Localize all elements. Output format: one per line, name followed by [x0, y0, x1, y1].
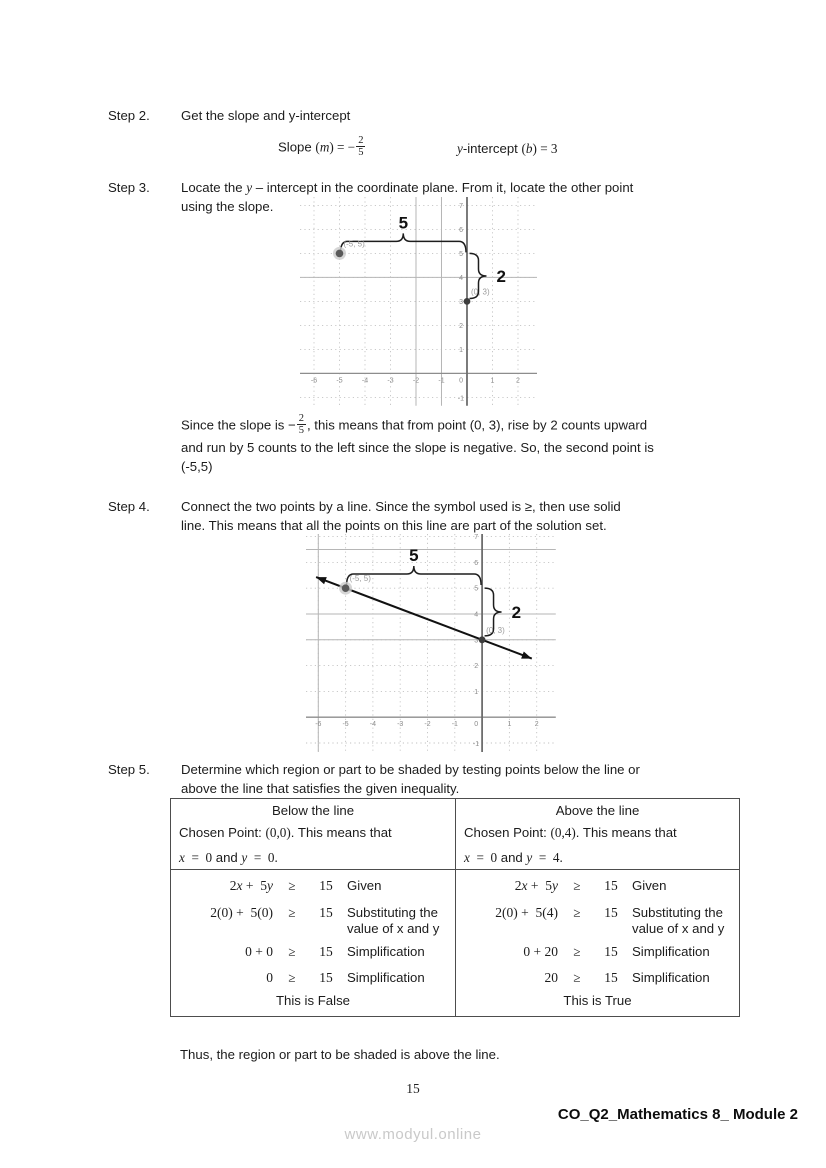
point-label: (0, 3)	[470, 287, 490, 297]
equation-row: 2x + 5y ≥ 15 Given	[229, 878, 382, 893]
x-tick-label: -1	[438, 377, 445, 385]
page-number: 15	[406, 1081, 420, 1096]
x-tick-label: -6	[310, 377, 318, 385]
step3-label: Step 3.	[108, 180, 150, 195]
step3-text: Locate the y – intercept in the coordinate plane. From it, locate the other point using the slope.	[181, 180, 634, 214]
y-tick-label: -1	[472, 740, 480, 748]
step5-text: Determine which region or part to be shaded by testing points below the line or above the line that satisfies the given inequality.	[181, 762, 640, 796]
testing-points-table	[170, 798, 740, 1017]
y-tick-label: 2	[474, 663, 479, 671]
y-tick-label: 7	[474, 534, 479, 542]
step5-label: Step 5.	[108, 762, 150, 777]
y-tick-label: 1	[459, 346, 463, 354]
conclusion-text: Thus, the region or part to be shaded is above the line.	[180, 1047, 500, 1062]
y-tick-label: 7	[459, 202, 463, 210]
x-tick-label: 2	[534, 721, 539, 729]
y-tick-label: 2	[459, 322, 463, 330]
y-tick-label: 3	[474, 637, 479, 645]
y-tick-label: 5	[459, 250, 463, 258]
slope-explanation: Since the slope is − $\frac{2}{5}$ , this means that from point (0, 3), rise by 2 counts upward and run by 5 counts to the left since the slope is negative. So, the second point is (-5,5)	[181, 413, 654, 474]
module-code: CO_Q2_Mathematics 8_ Module 2	[557, 1106, 798, 1123]
point-label: (-5, 5)	[343, 239, 365, 249]
fraction-2-5: $\frac{2}{5}$	[298, 413, 304, 437]
rise-count-label: 2	[496, 266, 506, 286]
plotted-point	[336, 250, 344, 258]
point-label: (0, 3)	[486, 625, 505, 635]
plotted-point	[479, 636, 486, 643]
y-tick-label: 4	[474, 611, 479, 619]
step2-text: Get the slope and y-intercept	[181, 108, 351, 123]
watermark: www.modyul.online	[344, 1126, 482, 1143]
verdict-false: This is False	[275, 993, 350, 1008]
equation-row: 2x + 5y ≥ 15 Given	[514, 878, 667, 893]
equation-row: 2(0) + 5(4) ≥ 15 Substituting the value of x and y	[495, 905, 725, 936]
x-tick-label: 2	[516, 377, 520, 385]
y-tick-label: 3	[459, 298, 463, 306]
equation-row: 0 + 0 ≥ 15 Simplification	[245, 944, 425, 959]
y-tick-label: 1	[474, 688, 479, 696]
step4-label: Step 4.	[108, 499, 150, 514]
fraction-2-5: $\frac{2}{5}$	[358, 135, 364, 159]
y-tick-label: -1	[457, 395, 464, 403]
table-body-above-line	[455, 870, 739, 1016]
step2-row	[108, 106, 350, 125]
plotted-point	[464, 298, 471, 305]
step2-label: Step 2.	[108, 108, 150, 123]
y-tick-label: 4	[459, 274, 463, 282]
point-label: (-5, 5)	[349, 574, 371, 584]
x-tick-label: -4	[369, 721, 377, 729]
equation-row: 0 ≥ 15 Simplification	[266, 970, 425, 985]
equation-row: 20 ≥ 15 Simplification	[544, 970, 710, 985]
run-count-label: 5	[409, 546, 419, 566]
column-title: Above the line	[555, 803, 640, 818]
step4-text: Connect the two points by a line. Since the symbol used is ≥, then use solid line. This means that all the points on this line are part of the solution set.	[181, 499, 621, 533]
slope-formula: Slope (m) = − $\frac{2}{5}$	[278, 135, 364, 159]
table-body-below-line	[171, 870, 455, 1016]
x-tick-label: -4	[361, 377, 369, 385]
step5-row	[108, 760, 640, 798]
origin-label: 0	[474, 721, 479, 729]
x-tick-label: -5	[342, 721, 349, 729]
x-tick-label: -5	[336, 377, 343, 385]
x-tick-label: 1	[490, 377, 495, 385]
equation-row: 2(0) + 5(0) ≥ 15 Substituting the value of x and y	[210, 905, 440, 936]
x-tick-label: -6	[315, 721, 322, 729]
x-tick-label: -3	[387, 377, 394, 385]
table-header-below-line: Below the line Chosen Point: (0,0). This means that x = 0 and y = 0.	[171, 799, 455, 870]
line-arrowhead	[316, 577, 327, 584]
column-title: Below the line	[271, 803, 355, 818]
x-tick-label: 1	[507, 721, 512, 729]
verdict-true: This is True	[563, 993, 632, 1008]
equation-row: 0 + 20 ≥ 15 Simplification	[523, 944, 710, 959]
step4-row	[108, 497, 621, 535]
x-tick-label: -3	[397, 721, 404, 729]
y-tick-label: 6	[459, 226, 463, 234]
run-count-label: 5	[398, 213, 409, 233]
y-intercept-formula: y-intercept (b) = 3	[457, 141, 558, 156]
rise-count-label: 2	[511, 603, 522, 623]
y-tick-label: 5	[474, 585, 479, 593]
x-tick-label: -1	[451, 721, 458, 729]
plotted-point	[342, 584, 350, 592]
x-tick-label: -2	[412, 377, 420, 385]
coordinate-plane-step3	[300, 197, 537, 406]
y-tick-label: 6	[474, 559, 479, 567]
line-arrowhead	[521, 651, 532, 658]
coordinate-plane-step4	[306, 534, 556, 752]
table-header-above-line: Above the line Chosen Point: (0,4). This means that x = 0 and y = 4.	[455, 799, 739, 870]
origin-label: 0	[459, 377, 463, 385]
x-tick-label: -2	[424, 721, 431, 729]
